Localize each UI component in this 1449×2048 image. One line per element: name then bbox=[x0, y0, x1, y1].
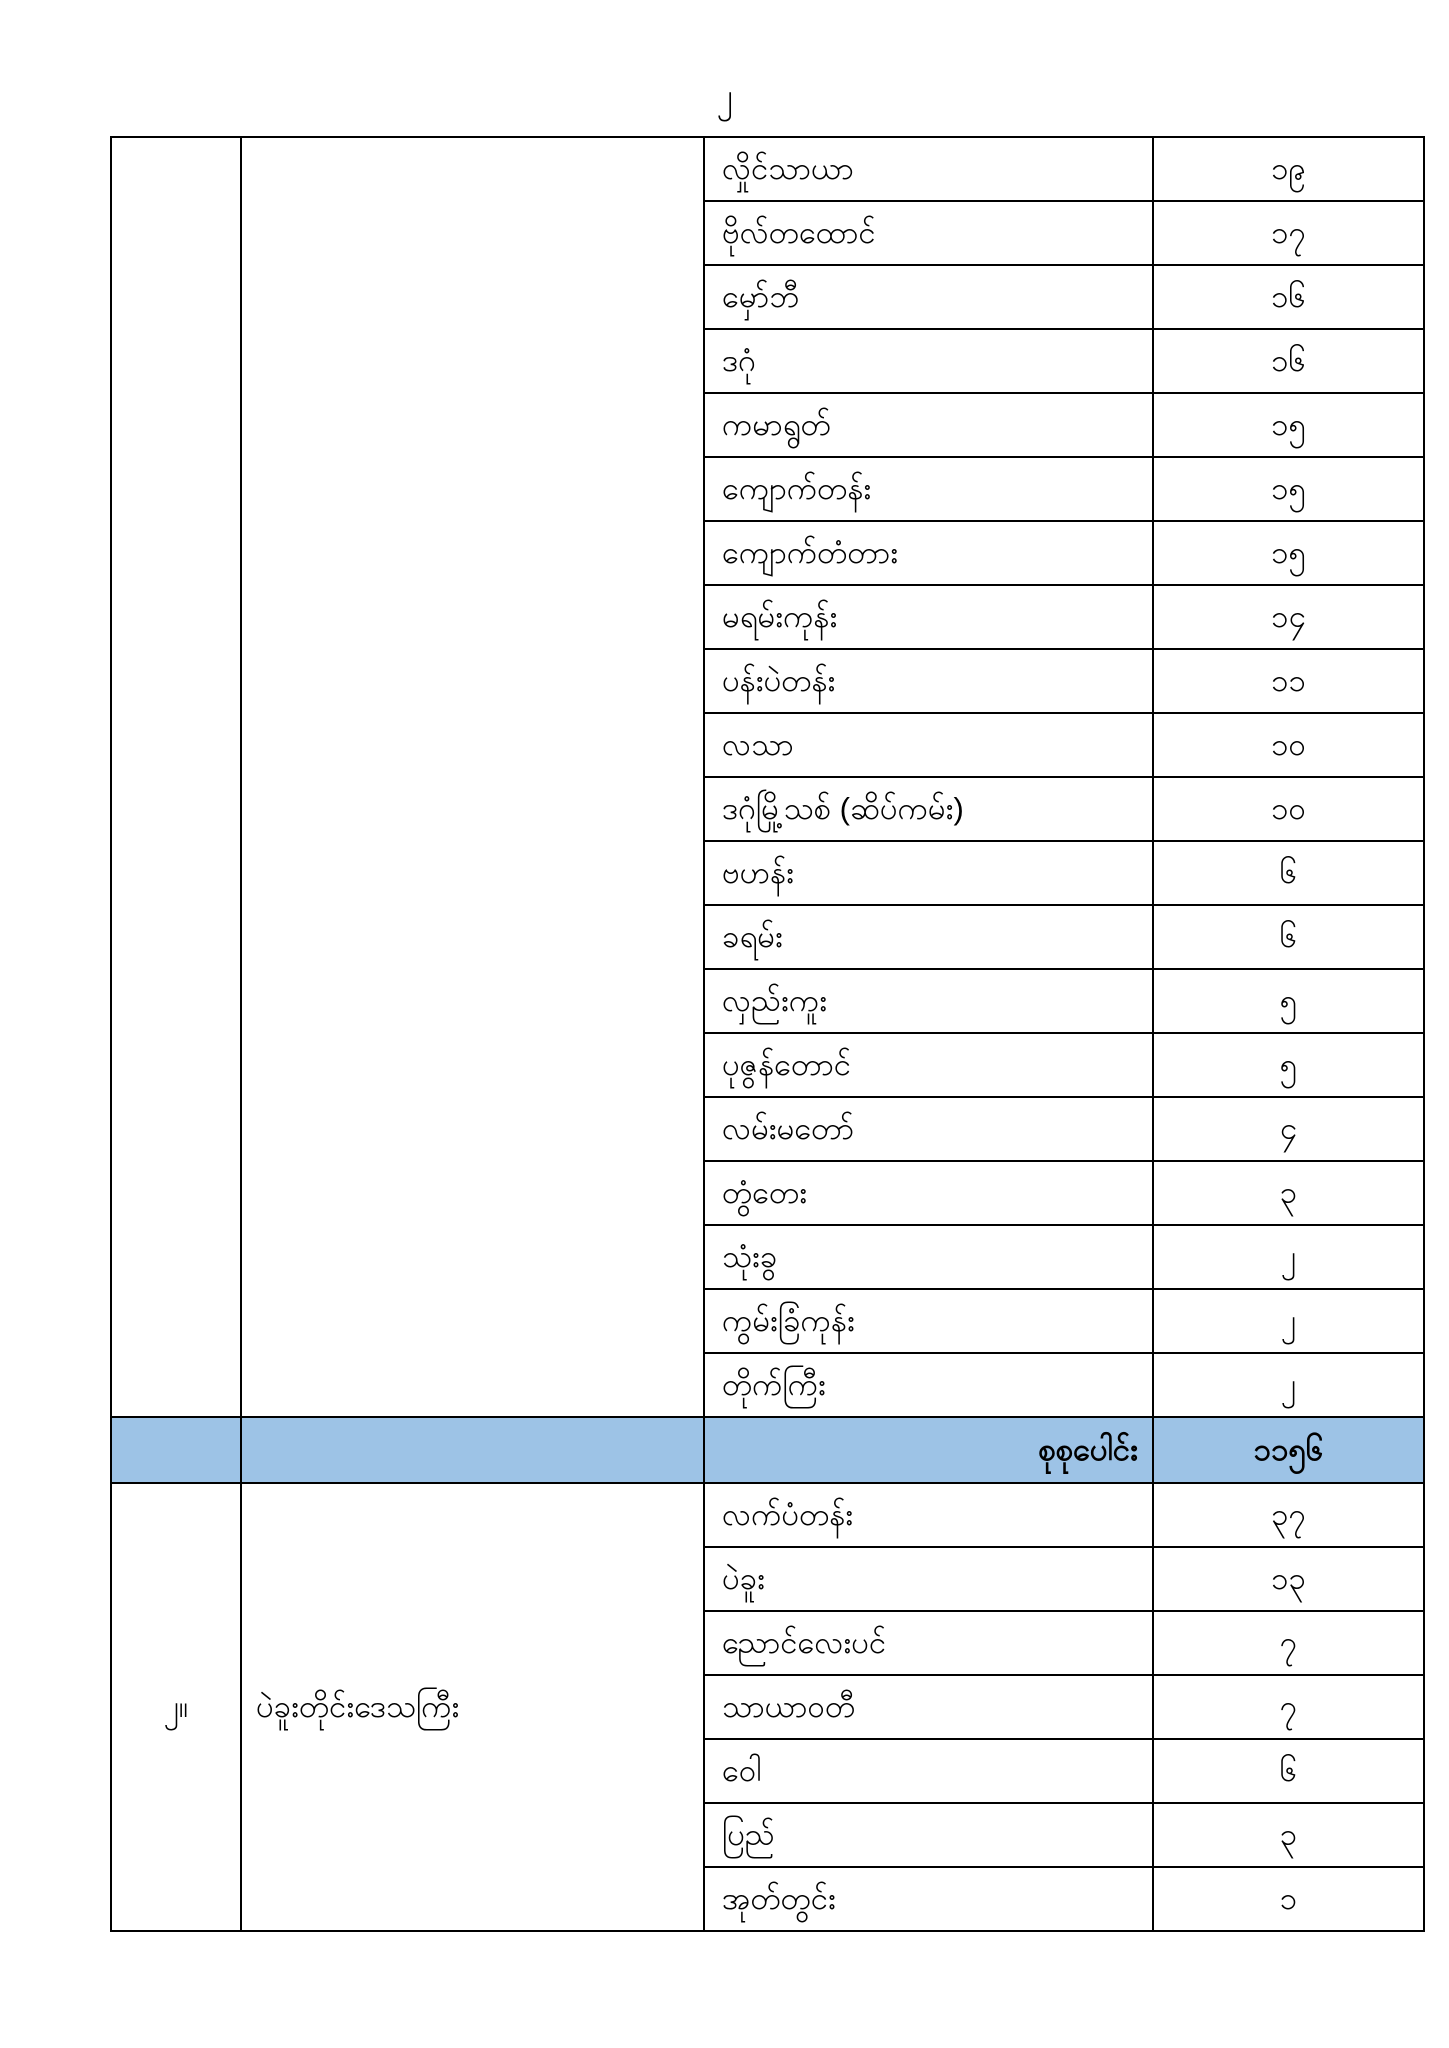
township-cell: ခရမ်း bbox=[704, 905, 1153, 969]
township-cell: လှိုင်သာယာ bbox=[704, 137, 1153, 201]
count-cell: ၃ bbox=[1153, 1803, 1424, 1867]
township-cell: လမ်းမတော် bbox=[704, 1097, 1153, 1161]
table-body bbox=[111, 137, 1424, 1931]
total-region-cell bbox=[241, 1417, 704, 1483]
table-row bbox=[111, 137, 1424, 201]
total-row bbox=[111, 1417, 1424, 1483]
township-cell: အုတ်တွင်း bbox=[704, 1867, 1153, 1931]
count-cell: ၁၅ bbox=[1153, 393, 1424, 457]
count-cell: ၁၁ bbox=[1153, 649, 1424, 713]
township-count-table bbox=[110, 136, 1425, 1932]
township-cell: ပန်းပဲတန်း bbox=[704, 649, 1153, 713]
count-cell: ၁၉ bbox=[1153, 137, 1424, 201]
township-cell: တိုက်ကြီး bbox=[704, 1353, 1153, 1417]
count-cell: ၂ bbox=[1153, 1289, 1424, 1353]
township-cell: ပုဇွန်တောင် bbox=[704, 1033, 1153, 1097]
count-cell: ၆ bbox=[1153, 841, 1424, 905]
township-cell: ညောင်လေးပင် bbox=[704, 1611, 1153, 1675]
count-cell: ၃ bbox=[1153, 1161, 1424, 1225]
township-cell: လှည်းကူး bbox=[704, 969, 1153, 1033]
township-cell: သာယာဝတီ bbox=[704, 1675, 1153, 1739]
page-number: ၂ bbox=[716, 77, 733, 114]
township-cell: လသာ bbox=[704, 713, 1153, 777]
township-cell: လက်ပံတန်း bbox=[704, 1483, 1153, 1547]
township-cell: မှော်ဘီ bbox=[704, 265, 1153, 329]
total-label: စုစုပေါင်း bbox=[704, 1417, 1153, 1483]
township-cell: ဗဟန်း bbox=[704, 841, 1153, 905]
township-cell: ဝေါ bbox=[704, 1739, 1153, 1803]
count-cell: ၁၇ bbox=[1153, 201, 1424, 265]
bago-region-name-cell: ပဲခူးတိုင်းဒေသကြီး bbox=[241, 1483, 704, 1931]
township-cell: ပြည် bbox=[704, 1803, 1153, 1867]
count-cell: ၁၅ bbox=[1153, 521, 1424, 585]
township-cell: ကွမ်းခြံကုန်း bbox=[704, 1289, 1153, 1353]
count-cell: ၁၀ bbox=[1153, 713, 1424, 777]
count-cell: ၁၀ bbox=[1153, 777, 1424, 841]
township-cell: ကျောက်တံတား bbox=[704, 521, 1153, 585]
township-cell: ပဲခူး bbox=[704, 1547, 1153, 1611]
bago-section-no-cell: ၂။ bbox=[111, 1483, 241, 1931]
count-cell: ၄ bbox=[1153, 1097, 1424, 1161]
count-cell: ၆ bbox=[1153, 1739, 1424, 1803]
count-cell: ၂ bbox=[1153, 1225, 1424, 1289]
township-cell: ဗိုလ်တထောင် bbox=[704, 201, 1153, 265]
yangon-section-no-cell bbox=[111, 137, 241, 1417]
count-cell: ၆ bbox=[1153, 905, 1424, 969]
township-cell: ကျောက်တန်း bbox=[704, 457, 1153, 521]
count-cell: ၁၆ bbox=[1153, 265, 1424, 329]
count-cell: ၇ bbox=[1153, 1675, 1424, 1739]
count-cell: ၁၅ bbox=[1153, 457, 1424, 521]
yangon-region-name-cell bbox=[241, 137, 704, 1417]
count-cell: ၇ bbox=[1153, 1611, 1424, 1675]
count-cell: ၂ bbox=[1153, 1353, 1424, 1417]
township-cell: မရမ်းကုန်း bbox=[704, 585, 1153, 649]
count-cell: ၁ bbox=[1153, 1867, 1424, 1931]
count-cell: ၅ bbox=[1153, 1033, 1424, 1097]
count-cell: ၅ bbox=[1153, 969, 1424, 1033]
count-cell: ၃၇ bbox=[1153, 1483, 1424, 1547]
township-cell: သုံးခွ bbox=[704, 1225, 1153, 1289]
township-cell: ကမာရွတ် bbox=[704, 393, 1153, 457]
township-cell: ဒဂုံမြို့သစ် (ဆိပ်ကမ်း) bbox=[704, 777, 1153, 841]
count-cell: ၁၄ bbox=[1153, 585, 1424, 649]
count-cell: ၁၆ bbox=[1153, 329, 1424, 393]
table-row bbox=[111, 1483, 1424, 1547]
township-cell: ဒဂုံ bbox=[704, 329, 1153, 393]
count-cell: ၁၃ bbox=[1153, 1547, 1424, 1611]
township-cell: တွံတေး bbox=[704, 1161, 1153, 1225]
total-value: ၁၁၅၆ bbox=[1153, 1417, 1424, 1483]
total-no-cell bbox=[111, 1417, 241, 1483]
